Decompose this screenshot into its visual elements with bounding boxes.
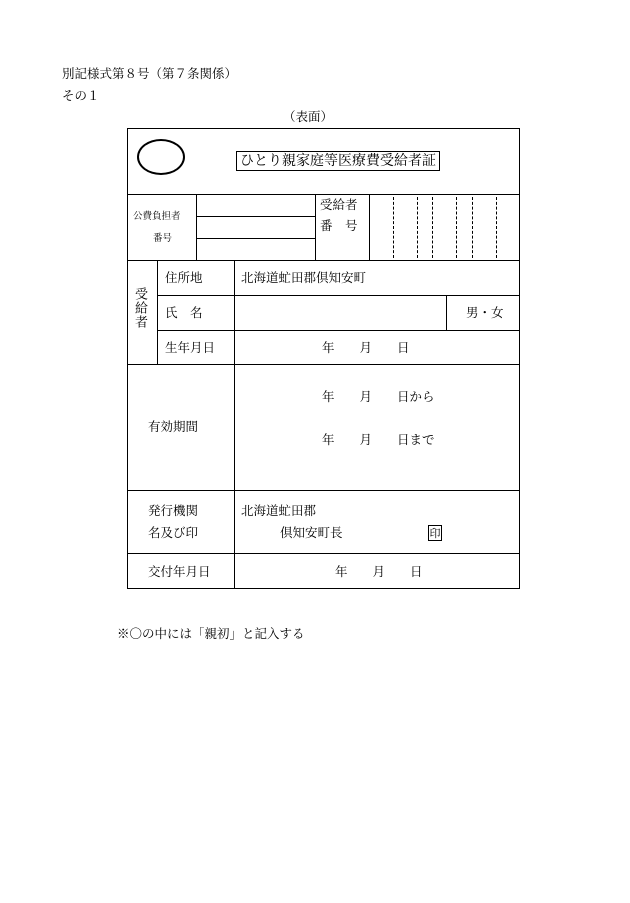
payer-label-1: 公費負担者	[133, 211, 181, 222]
issue-date-label: 交付年月日	[148, 564, 211, 579]
divider	[157, 330, 520, 331]
note-text: ※〇の中には「親初」と記入する	[117, 626, 305, 641]
divider	[127, 194, 520, 195]
payer-label-2: 番号	[153, 233, 173, 244]
recipient-number-label-2: 番 号	[320, 218, 358, 233]
issuer-value-1: 北海道虻田郡	[241, 503, 317, 518]
divider	[127, 553, 520, 554]
digit-divider	[417, 197, 418, 258]
validity-to: 年 月 日まで	[322, 432, 435, 447]
digit-divider	[432, 197, 433, 258]
birthdate-label: 生年月日	[165, 340, 216, 355]
form-number: 別記様式第８号（第７条関係）	[62, 66, 238, 81]
divider	[127, 490, 520, 491]
recipient-number-label-1: 受給者	[320, 197, 358, 212]
seal-box: 印	[429, 527, 441, 540]
validity-from: 年 月 日から	[322, 389, 435, 404]
digit-divider	[496, 197, 497, 258]
divider	[127, 364, 520, 365]
divider	[196, 238, 315, 239]
divider	[369, 194, 370, 260]
form-part: その１	[62, 88, 100, 103]
recipient-group-label: 受給者	[132, 287, 147, 329]
side-label: （表面）	[283, 109, 334, 124]
digit-divider	[456, 197, 457, 258]
divider	[315, 194, 316, 260]
divider	[196, 216, 315, 217]
issuer-label-2: 名及び印	[148, 525, 199, 540]
birthdate-value: 年 月 日	[322, 340, 410, 355]
name-label: 氏 名	[165, 305, 203, 320]
address-label: 住所地	[165, 270, 203, 285]
divider	[196, 194, 197, 260]
divider	[157, 260, 158, 364]
divider	[127, 260, 520, 261]
issue-date-value: 年 月 日	[335, 564, 423, 579]
digit-divider	[393, 197, 394, 258]
divider	[157, 295, 520, 296]
issuer-value-2: 倶知安町長	[280, 525, 343, 540]
divider	[446, 295, 447, 330]
issuer-label-1: 発行機関	[148, 503, 199, 518]
sex-value: 男・女	[466, 305, 504, 320]
address-value: 北海道虻田郡倶知安町	[241, 270, 367, 285]
digit-divider	[472, 197, 473, 258]
divider	[234, 260, 235, 589]
validity-label: 有効期間	[148, 419, 199, 434]
mark-circle	[137, 139, 185, 175]
card-title: ひとり親家庭等医療費受給者証	[236, 151, 440, 171]
